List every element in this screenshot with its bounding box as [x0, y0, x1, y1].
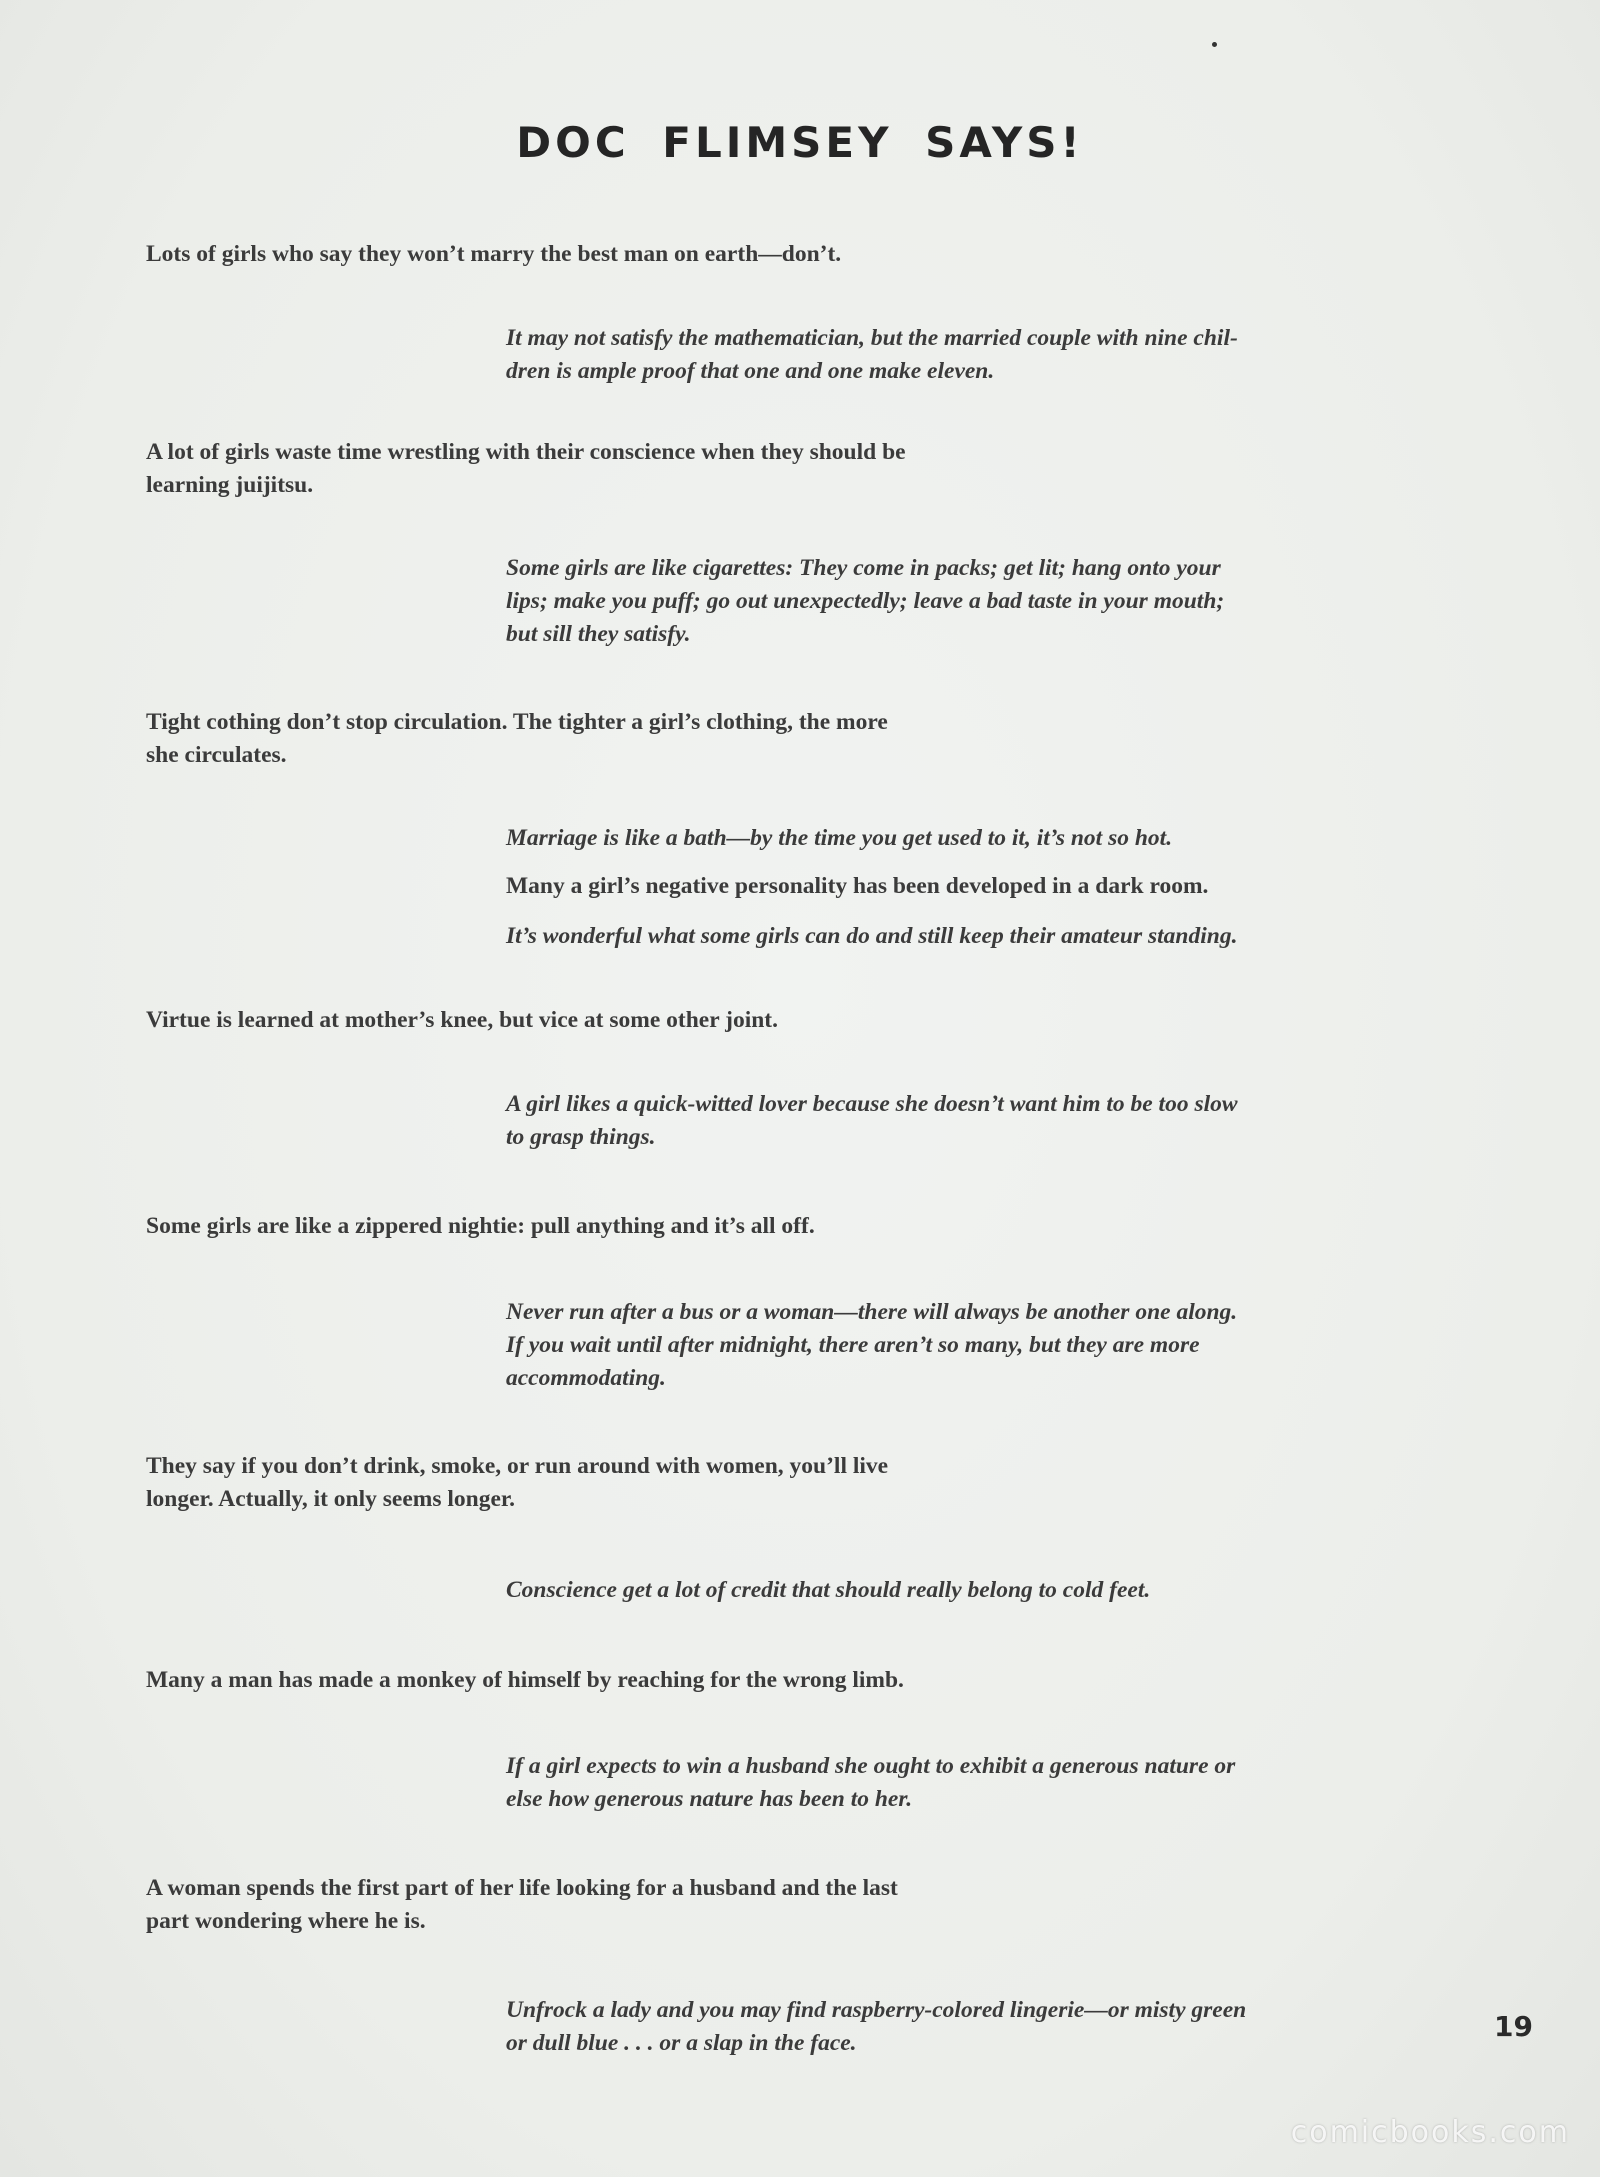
joke-18: Unfrock a lady and you may find raspberry-colored lingerie—or misty green or dull blue . . . or a slap in the face.: [506, 1997, 1247, 2056]
joke-2: It may not satisfy the mathematician, but the married couple with nine chil- dren is ample proof that one and one make eleven.: [506, 325, 1238, 384]
joke-9: Virtue is learned at mother’s knee, but vice at some other joint.: [146, 1007, 778, 1033]
joke-13: They say if you don’t drink, smoke, or run around with women, you’ll live longer. Actually, it only seems longer.: [146, 1453, 889, 1512]
joke-4: Some girls are like cigarettes: They come in packs; get lit; hang onto your lips; make you puff; go out unexpectedly; leave a bad taste in your mouth; but sill they satisfy.: [506, 555, 1225, 647]
joke-11: Some girls are like a zippered nightie: pull anything and it’s all off.: [146, 1213, 815, 1239]
joke-15: Many a man has made a monkey of himself by reaching for the wrong limb.: [146, 1667, 904, 1693]
joke-16: If a girl expects to win a husband she ought to exhibit a generous nature or else how generous nature has been to her.: [506, 1753, 1236, 1812]
watermark-logo: comicbooks.com: [1290, 2115, 1570, 2150]
joke-3: A lot of girls waste time wrestling with their conscience when they should be learning juijitsu.: [146, 439, 906, 498]
joke-10: A girl likes a quick-witted lover because she doesn’t want him to be too slow to grasp things.: [506, 1091, 1238, 1150]
joke-14: Conscience get a lot of credit that should really belong to cold feet.: [506, 1577, 1151, 1603]
joke-8: It’s wonderful what some girls can do and still keep their amateur standing.: [506, 923, 1238, 949]
joke-5: Tight cothing don’t stop circulation. The tighter a girl’s clothing, the more she circulates.: [146, 709, 888, 768]
ink-speck: [1212, 42, 1217, 47]
page-title: DOC FLIMSEY SAYS!: [516, 118, 1084, 167]
joke-17: A woman spends the first part of her life looking for a husband and the last part wondering where he is.: [146, 1875, 898, 1934]
joke-7: Many a girl’s negative personality has been developed in a dark room.: [506, 873, 1209, 899]
joke-6: Marriage is like a bath—by the time you get used to it, it’s not so hot.: [506, 825, 1173, 851]
joke-12: Never run after a bus or a woman—there will always be another one along. If you wait until after midnight, there aren’t so many, but they are more accommodating.: [506, 1299, 1238, 1391]
page-number: 19: [1494, 2010, 1533, 2043]
joke-1: Lots of girls who say they won’t marry the best man on earth—don’t.: [146, 241, 842, 267]
